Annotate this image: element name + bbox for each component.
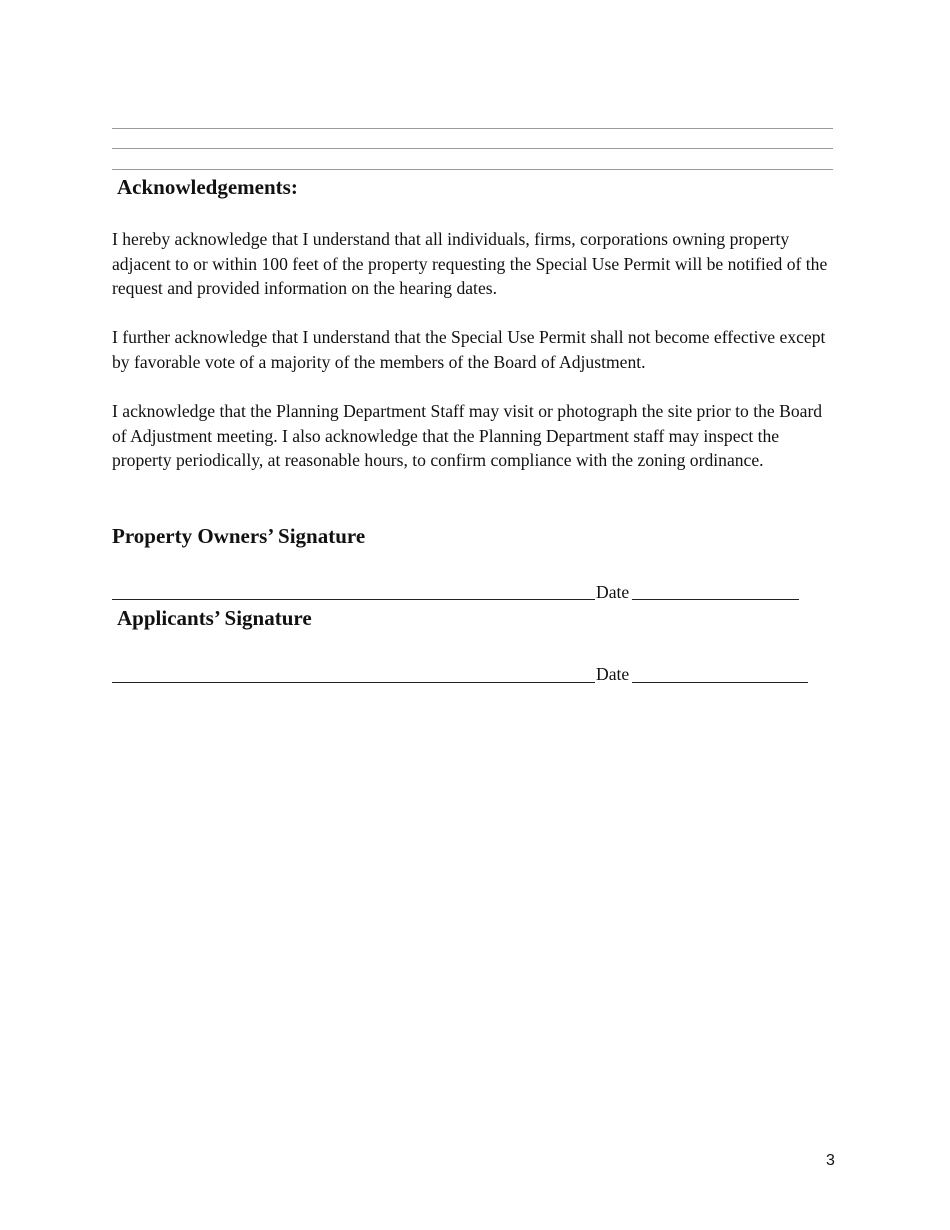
property-owners-signature-heading: Property Owners’ Signature: [112, 524, 366, 548]
blank-line-2: [112, 148, 833, 149]
applicants-signature-heading: Applicants’ Signature: [117, 606, 312, 630]
owner-signature-line[interactable]: [112, 599, 595, 600]
blank-line-1: [112, 128, 833, 129]
applicant-date-label: Date: [596, 664, 630, 684]
acknowledgements-heading: Acknowledgements:: [117, 175, 298, 199]
owner-date-line[interactable]: [632, 599, 799, 600]
acknowledgement-paragraph-vote: I further acknowledge that I understand that the Special Use Permit shall not become effective except by favorable vote of a majority of the members of the Board of Adjustment.: [112, 327, 826, 372]
applicant-date-line[interactable]: [632, 682, 808, 683]
acknowledgement-paragraph-inspection: I acknowledge that the Planning Department Staff may visit or photograph the site prior to the Board of Adjustment meeting. I also acknowledge that the Planning Department staff may inspect the property periodically, at reasonable hours, to confirm compliance with the zoning ordinance.: [112, 401, 823, 471]
owner-date-label: Date: [596, 582, 630, 602]
page-number: 3: [826, 1152, 835, 1169]
acknowledgement-paragraph-notification: I hereby acknowledge that I understand that all individuals, firms, corporations owning property adjacent to or within 100 feet of the property requesting the Special Use Permit will be notified of the request and provided information on the hearing dates.: [112, 229, 828, 299]
applicant-signature-line[interactable]: [112, 682, 595, 683]
blank-line-3: [112, 169, 833, 170]
